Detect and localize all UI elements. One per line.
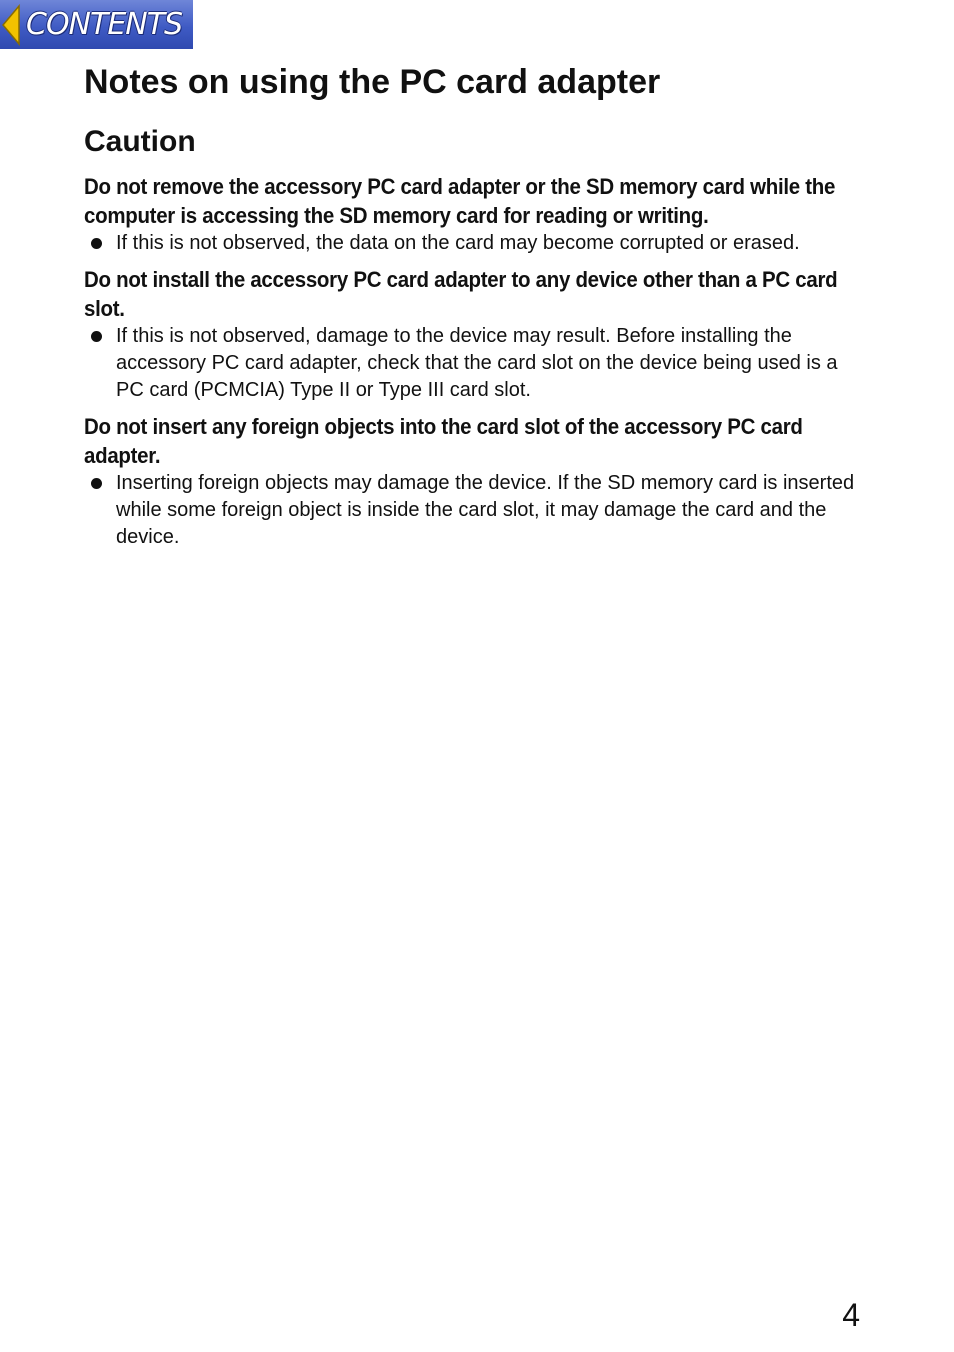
bullet-icon xyxy=(84,470,116,551)
list-item xyxy=(84,230,864,257)
section-heading: Caution xyxy=(84,125,196,158)
back-arrow-icon xyxy=(0,0,22,49)
bullet-icon xyxy=(84,323,116,404)
contents-button-label: CONTENTS xyxy=(26,7,183,42)
bullet-text: Inserting foreign objects may damage the device. If the SD memory card is inserted while some foreign object is inside the card slot, it may damage the card and the device. xyxy=(116,472,855,548)
list-item xyxy=(84,470,864,551)
page-number: 4 xyxy=(842,1297,860,1333)
bullet-text: If this is not observed, damage to the device may result. Before installing the accessory PC card adapter, check that the card slot on the device being used is a PC card (PCMCIA) Type II or Type III card slot. xyxy=(116,325,838,401)
caution-warning-2: Do not install the accessory PC card adapter to any device other than a PC card slot. xyxy=(84,267,838,321)
caution-warning-3: Do not insert any foreign objects into the card slot of the accessory PC card adapter. xyxy=(84,414,803,468)
contents-button[interactable] xyxy=(0,0,193,49)
bullet-icon xyxy=(84,230,116,257)
list-item xyxy=(84,323,864,404)
bullet-text: If this is not observed, the data on the card may become corrupted or erased. xyxy=(116,232,800,254)
caution-warning-1: Do not remove the accessory PC card adapter or the SD memory card while the computer is accessing the SD memory card for reading or writing. xyxy=(84,174,836,228)
page-content xyxy=(84,60,864,551)
page-title: Notes on using the PC card adapter xyxy=(84,63,661,101)
